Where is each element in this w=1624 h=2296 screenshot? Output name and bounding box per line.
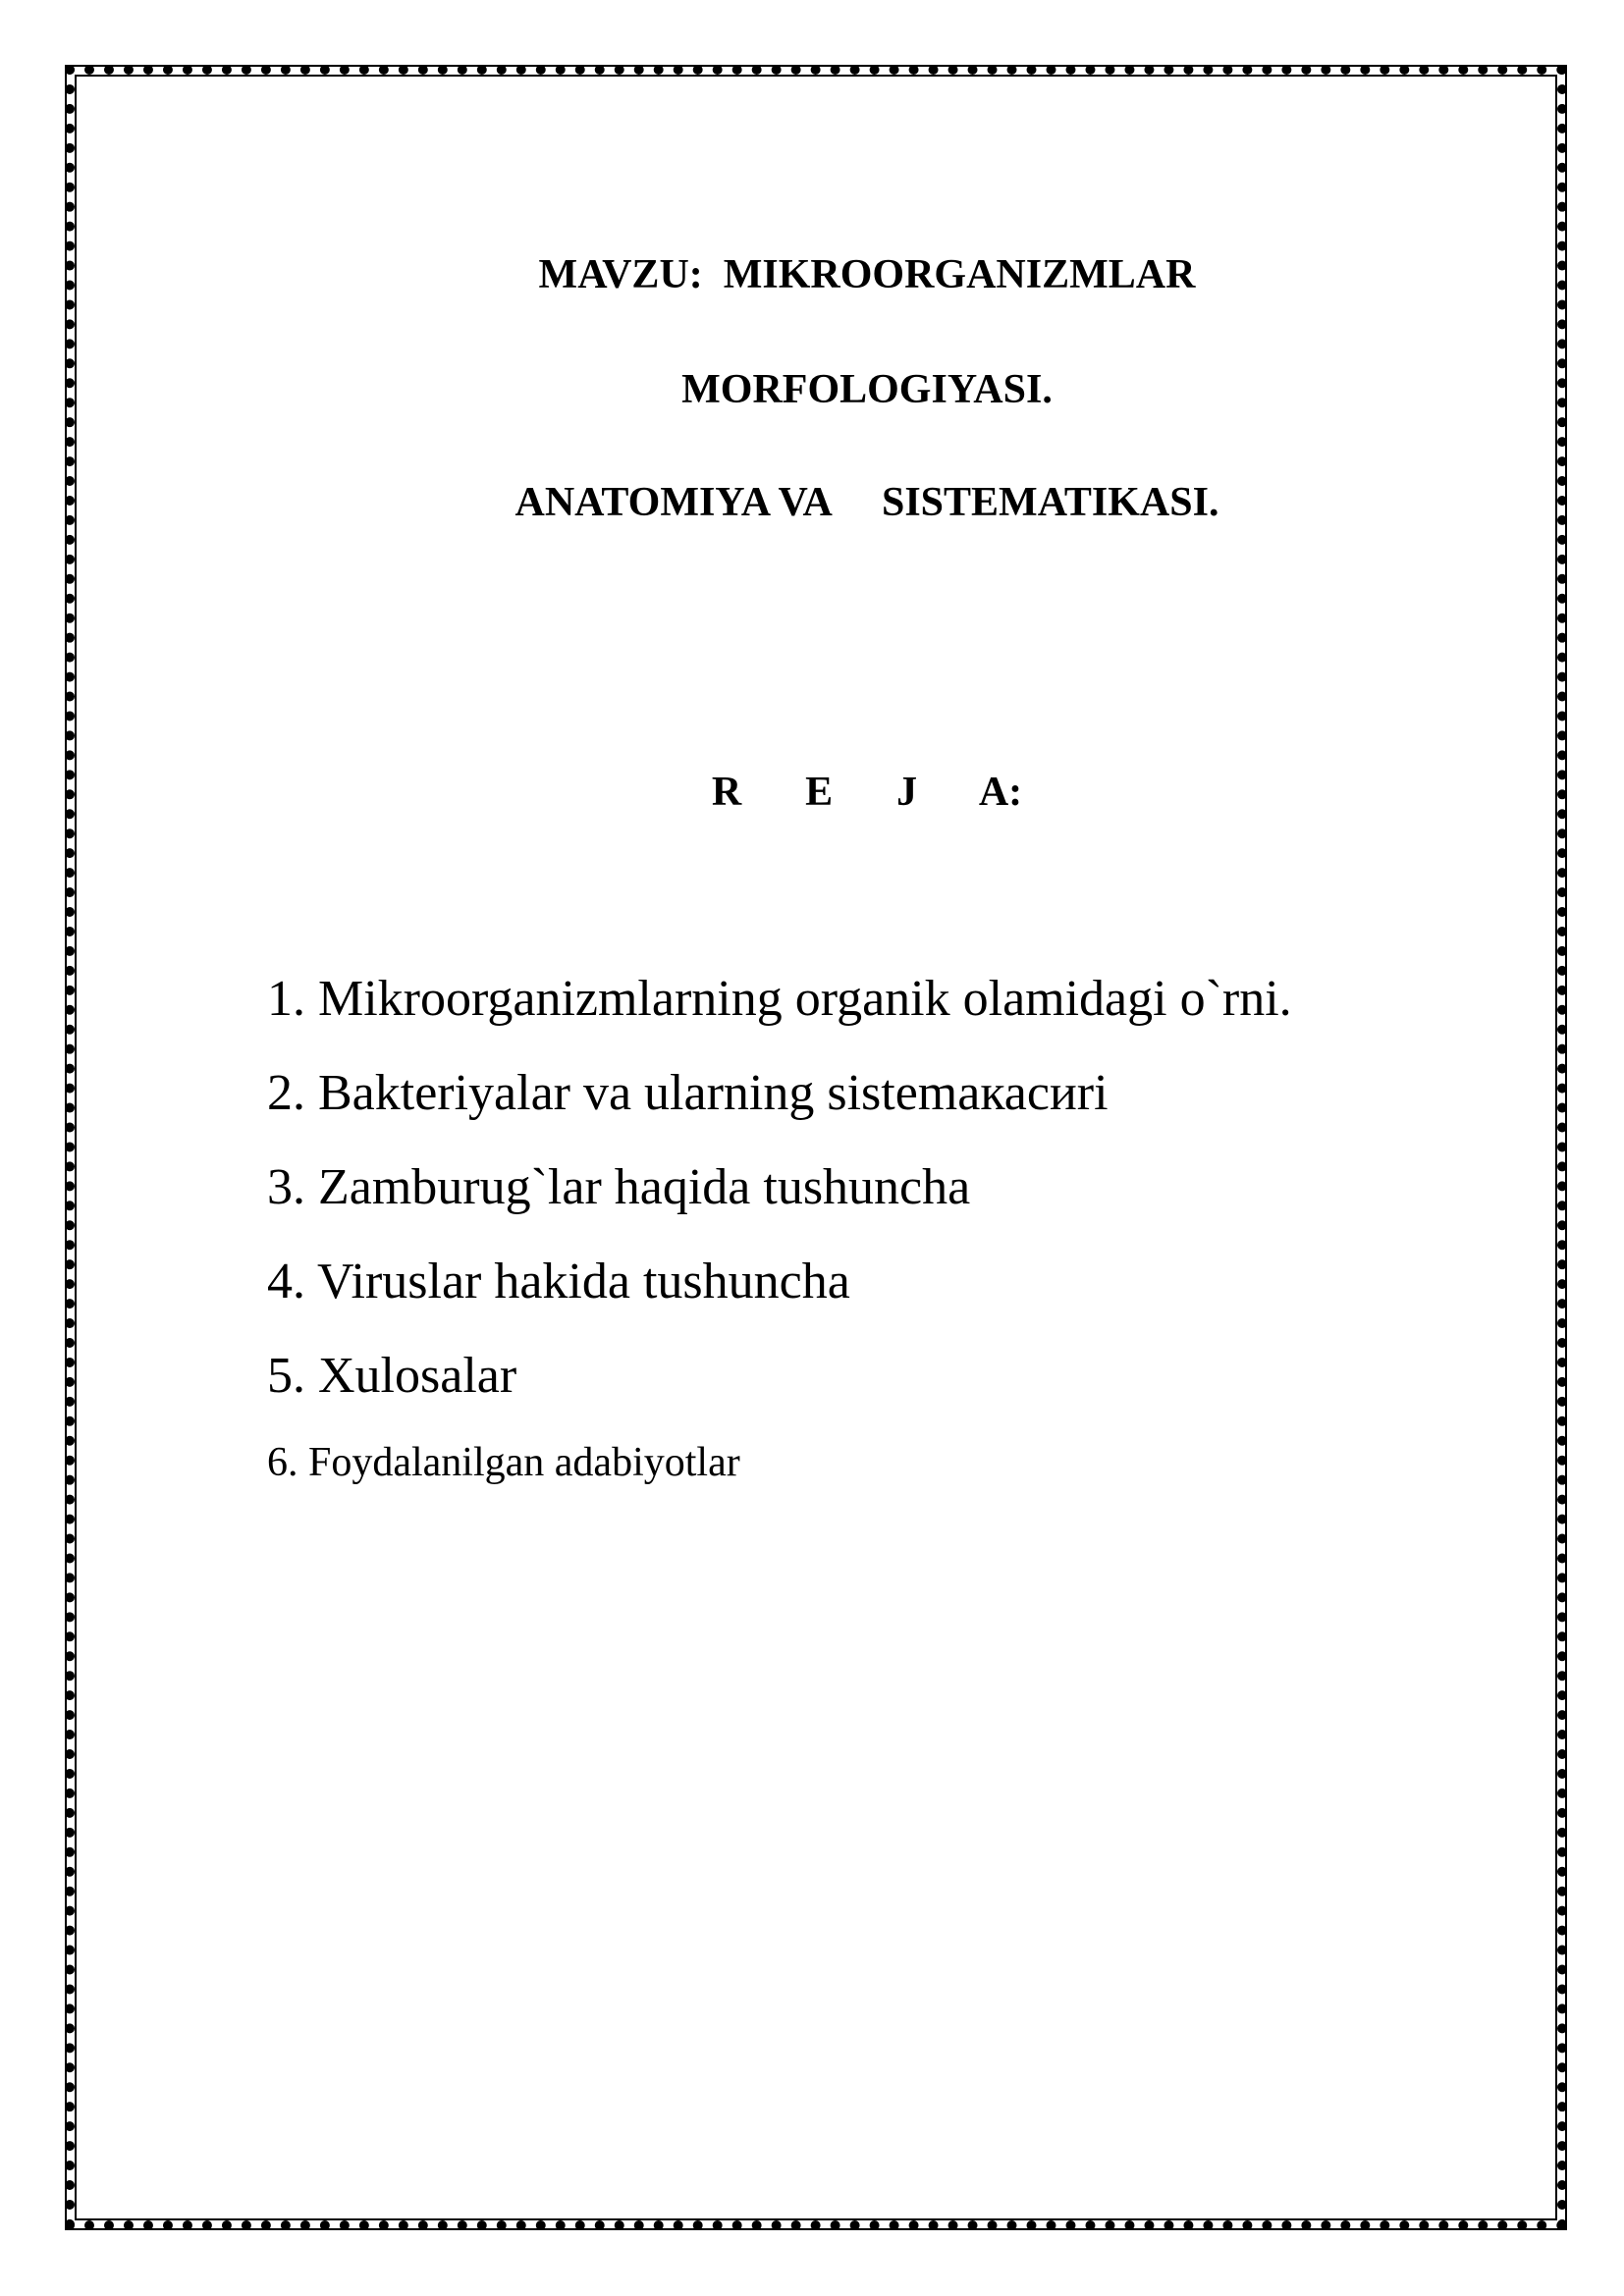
plan-item-5: 5. Xulosalar — [267, 1348, 517, 1404]
plan-heading: R E J A: — [711, 770, 1023, 815]
title-line-1: MAVZU: MIKROORGANIZMLAR — [538, 252, 1196, 297]
title-line-2: MORFOLOGIYASI. — [681, 367, 1053, 412]
title-line-3: ANATOMIYA VA SISTEMATIKASI. — [514, 480, 1219, 525]
plan-item-1: 1. Mikroorganizmlarning organik olamidagi o`rni. — [267, 971, 1292, 1027]
plan-item-6: 6. Foydalanilgan adabiyotlar — [267, 1440, 740, 1485]
plan-list — [267, 952, 1292, 1502]
plan-item-4: 4. Viruslar hakida tushuncha — [267, 1254, 850, 1309]
plan-item-3: 3. Zamburug`lar haqida tushuncha — [267, 1159, 971, 1215]
plan-item-2: 2. Bakteriyalar va ularning sistemaкасиri — [267, 1065, 1109, 1121]
